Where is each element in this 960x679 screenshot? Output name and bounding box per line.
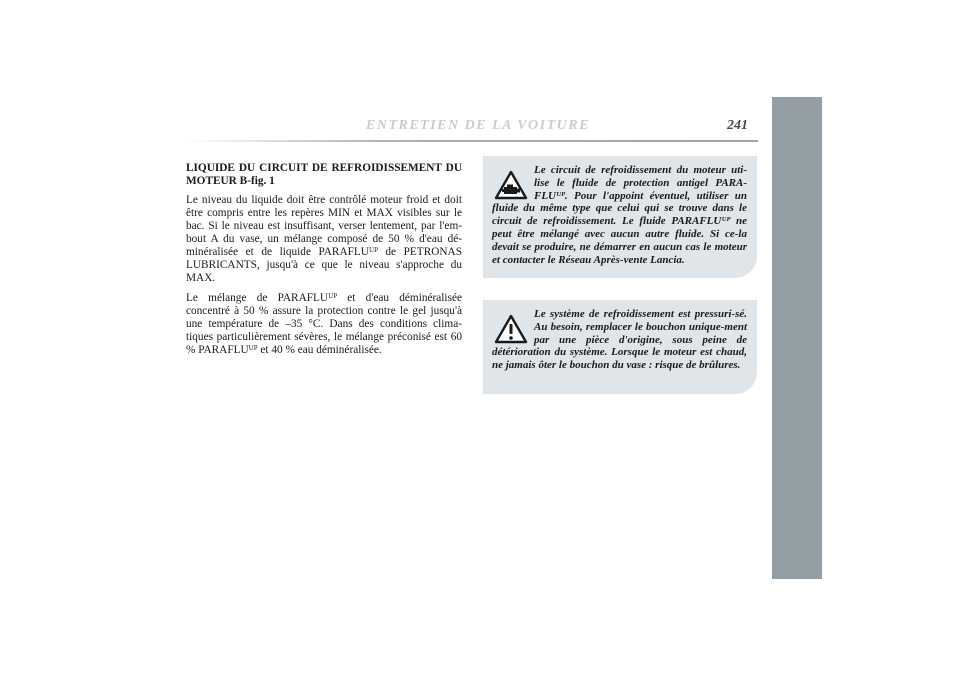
engine-warning-icon [494,170,528,200]
note-text: Le système de refroidissement est pressuri-sé. Au besoin, remplacer le bouchon unique-ment par une pièce d'origine, sous peine de détérioration du système. Lorsque le moteur est chaud, ne jamais ôter le bouchon du vase : risque de brûlures. [492,308,747,372]
paragraph: Le niveau du liquide doit être contrôlé moteur froid et doit être compris entre les repères MIN et MAX visibles sur le bac. Si le niveau est insuffisant, verser lentement, par l'em-bout A du vase, un mélange composé de 50 % d'eau dé-minéralisée et de liquide PARAFLUᵁᴾ de PETRONAS LUBRICANTS, jusqu'à ce que le niveau s'approche du MAX. [186,194,462,284]
main-column [186,162,462,364]
section-title: LIQUIDE DU CIRCUIT DE REFROIDISSEMENT DU MOTEUR B-fig. 1 [186,162,462,187]
header-divider [186,140,758,142]
environment-note [483,156,757,278]
danger-note [483,300,757,394]
running-head: ENTRETIEN DE LA VOITURE [366,118,590,133]
paragraph: Le mélange de PARAFLUᵁᴾ et d'eau déminéralisée concentré à 50 % assure la protection contre le gel jusqu'à une température de –35 °C. Dans des conditions clima-tiques particulièrement sévères, le mélange préconisé est 60 % PARAFLUᵁᴾ et 40 % eau déminéralisée. [186,292,462,356]
warning-triangle-icon [494,314,528,344]
page-number: 241 [727,118,748,133]
note-text: Le circuit de refroidissement du moteur uti-lise le fluide de protection antigel PARA-FLUᵁᴾ. Pour l'appoint éventuel, utiliser un fluide du même type que celui qui se trouve dans le circuit de refroidissement. Le fluide PARAFLUᵁᴾ ne peut être mélangé avec aucun autre fluide. Si ce-la devait se produire, ne démarrer en aucun cas le moteur et contacter le Réseau Après-vente Lancia. [492,164,747,266]
chapter-side-tab [772,97,822,579]
